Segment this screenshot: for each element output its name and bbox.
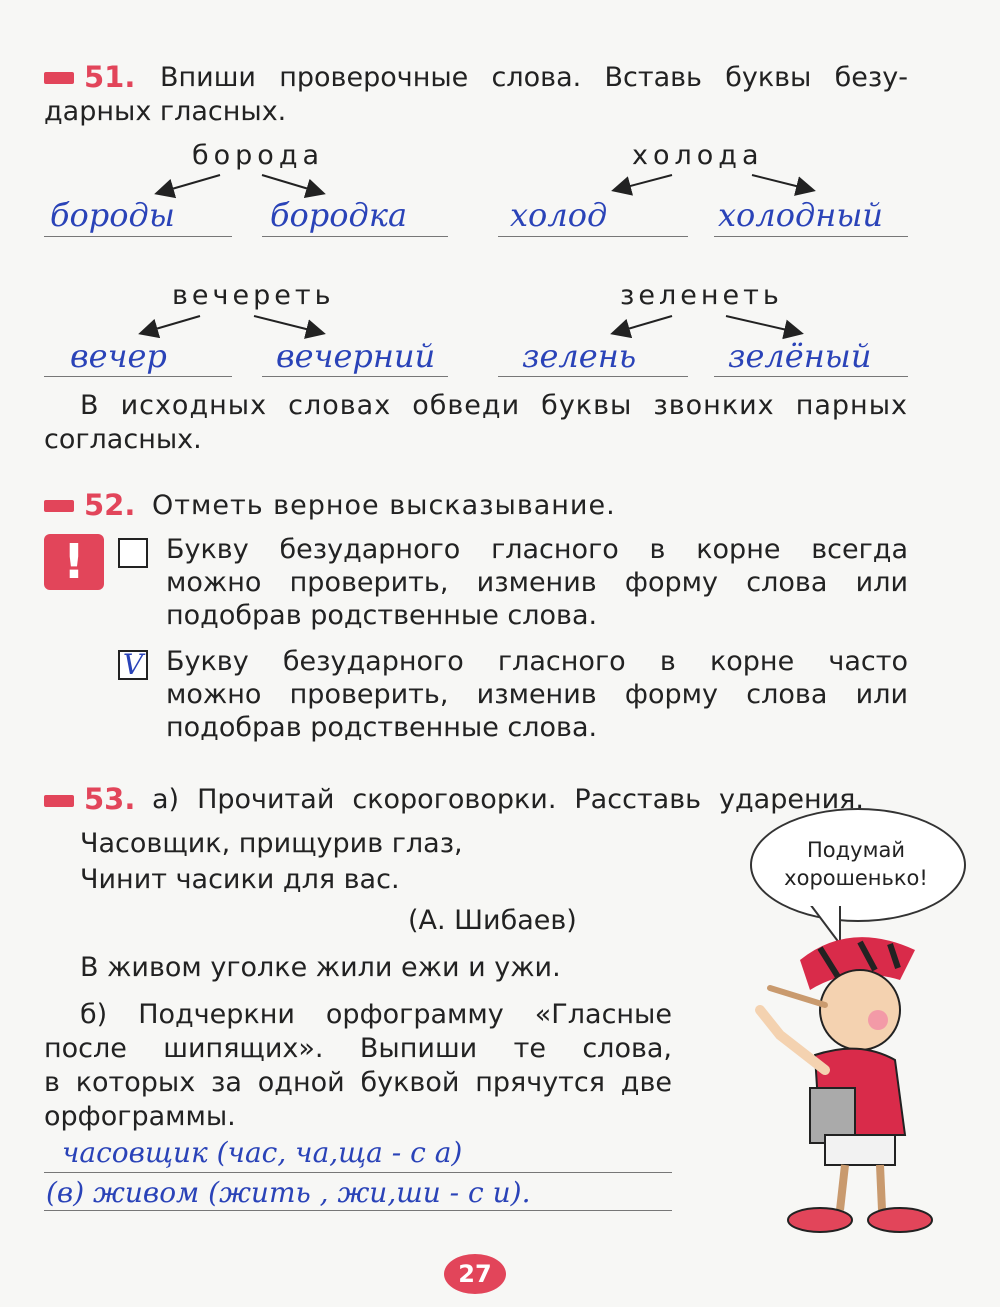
poem-line-1: Часовщик, прищурив глаз, bbox=[80, 828, 463, 859]
poem-author: (А. Шибаев) bbox=[408, 905, 577, 936]
pinocchio-illustration bbox=[700, 920, 960, 1240]
answer-line-53-2 bbox=[44, 1210, 672, 1211]
source-word-4: зеленеть bbox=[620, 280, 783, 311]
exercise-53-part-b-3: в которых за одной буквой прячутся две bbox=[44, 1067, 672, 1098]
exercise-53-part-b-2: после шипящих». Выпиши те слова, bbox=[44, 1033, 672, 1064]
answer-line-4 bbox=[714, 236, 908, 237]
bubble-line-1: Подумай bbox=[807, 838, 905, 862]
exercise-51-instruction-2: дарных гласных. bbox=[44, 96, 287, 127]
page-number: 27 bbox=[444, 1254, 506, 1294]
exercise-number-53: 53. bbox=[84, 782, 136, 816]
exercise-52-instruction: Отметь верное высказывание. bbox=[152, 490, 616, 521]
answer-line-5 bbox=[44, 376, 232, 377]
exercise-number-52: 52. bbox=[84, 488, 136, 522]
exercise-51-note-2: согласных. bbox=[44, 424, 202, 455]
source-word-3: вечереть bbox=[172, 280, 335, 311]
source-word-1: борода bbox=[192, 140, 325, 171]
handwritten-answer-4: холодный bbox=[718, 196, 883, 234]
option-2-mark: V bbox=[122, 648, 144, 681]
exercise-51-instruction-1: Впиши проверочные слова. Вставь буквы безу- bbox=[160, 62, 908, 93]
answer-line-7 bbox=[498, 376, 688, 377]
handwritten-answer-8: зелёный bbox=[728, 337, 872, 375]
option-1-line-1: Букву безударного гласного в корне всегда bbox=[166, 534, 908, 565]
option-1-checkbox[interactable] bbox=[118, 538, 148, 568]
option-1-line-3: подобрав родственные слова. bbox=[166, 600, 598, 631]
answer-line-2 bbox=[262, 236, 448, 237]
handwritten-answer-7: зелень bbox=[522, 337, 637, 375]
handwritten-answer-1: бороды bbox=[50, 196, 175, 234]
handwritten-answer-2: бородка bbox=[270, 196, 408, 234]
poem-line-2: Чинит часики для вас. bbox=[80, 864, 400, 895]
handwritten-answer-53-2: (в) живом (жить , жи,ши - с и). bbox=[46, 1176, 531, 1209]
answer-line-3 bbox=[498, 236, 688, 237]
option-2-line-3: подобрав родственные слова. bbox=[166, 712, 598, 743]
bubble-line-2: хорошенько! bbox=[784, 866, 928, 890]
exercise-51-note-1: В исходных словах обведи буквы звонких парных bbox=[80, 390, 908, 421]
source-word-2: холода bbox=[632, 140, 764, 171]
exercise-marker-52 bbox=[44, 500, 74, 512]
speech-bubble-text bbox=[760, 836, 952, 892]
warning-symbol: ! bbox=[63, 534, 85, 590]
handwritten-answer-3: холод bbox=[510, 196, 608, 234]
exercise-53-part-b-1: б) Подчеркни орфограмму «Гласные bbox=[80, 999, 672, 1030]
option-2-checkbox[interactable] bbox=[118, 650, 148, 680]
answer-line-8 bbox=[714, 376, 908, 377]
exercise-53-part-a: а) Прочитай скороговорки. Расставь ударения. bbox=[152, 784, 864, 815]
exercise-number-51: 51. bbox=[84, 60, 136, 94]
exercise-53-part-b-4: орфограммы. bbox=[44, 1101, 236, 1132]
exercise-marker-53 bbox=[44, 795, 74, 807]
handwritten-answer-5: вечер bbox=[70, 337, 167, 375]
warning-icon bbox=[44, 534, 104, 590]
answer-line-53-1 bbox=[44, 1172, 672, 1173]
option-2-line-2: можно проверить, изменив форму слова или bbox=[166, 679, 908, 710]
answer-line-6 bbox=[262, 376, 448, 377]
handwritten-answer-53-1: часовщик (час, ча,ща - с а) bbox=[62, 1136, 463, 1169]
option-2-line-1: Букву безударного гласного в корне часто bbox=[166, 646, 908, 677]
tongue-twister: В живом уголке жили ежи и ужи. bbox=[80, 952, 561, 983]
handwritten-answer-6: вечерний bbox=[276, 337, 436, 375]
option-1-line-2: можно проверить, изменив форму слова или bbox=[166, 567, 908, 598]
answer-line-1 bbox=[44, 236, 232, 237]
